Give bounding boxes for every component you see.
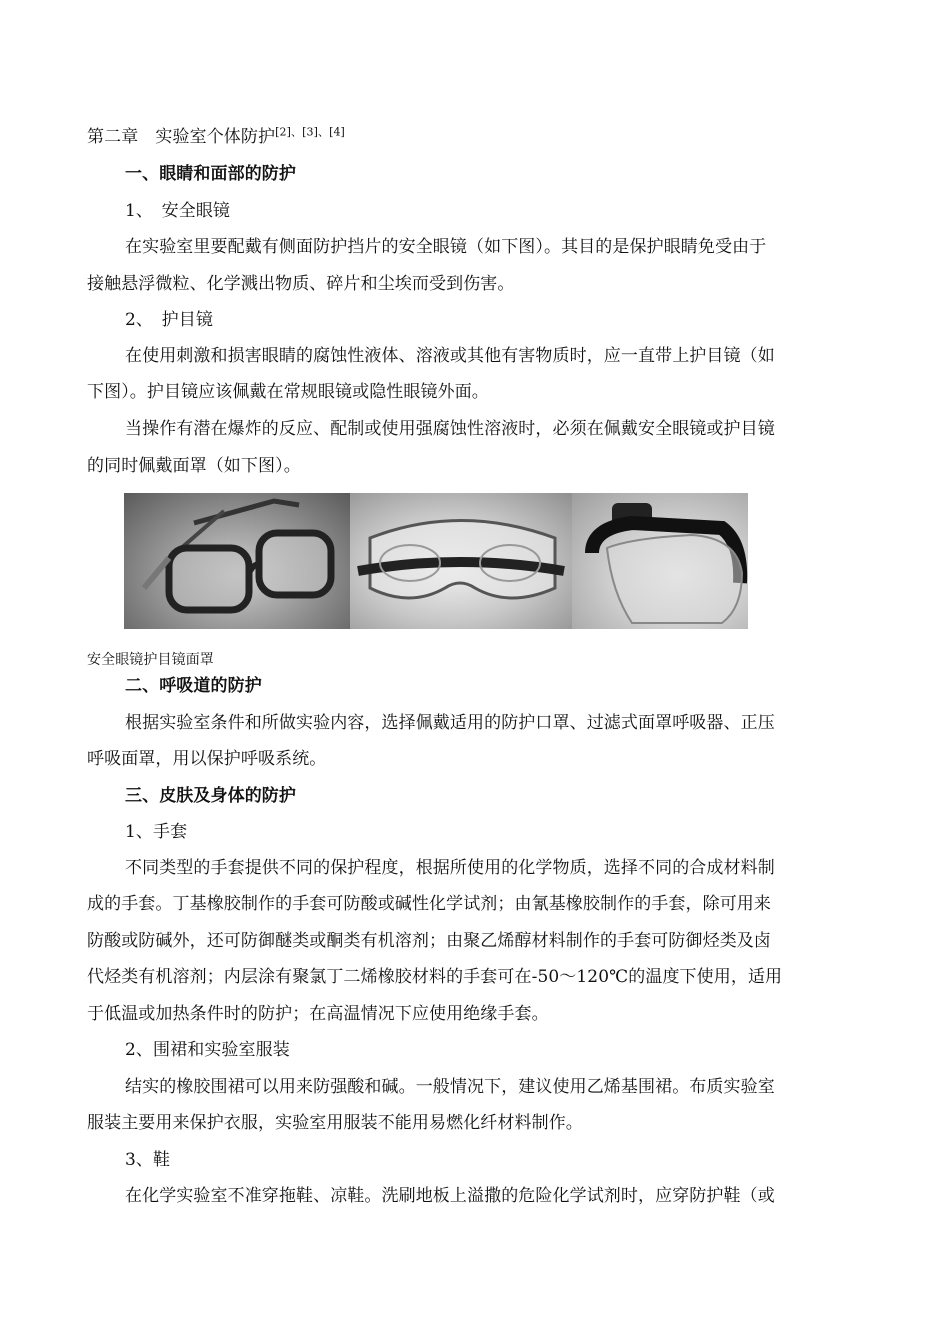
chapter-title: 第二章 实验室个体防护[2]、[3]、[4]	[87, 125, 345, 147]
paragraph-line: 结实的橡胶围裙可以用来防强酸和碱。一般情况下，建议使用乙烯基围裙。布质实验室	[125, 1077, 775, 1097]
paragraph-line: 于低温或加热条件时的防护；在高温情况下应使用绝缘手套。	[87, 1004, 549, 1024]
safety-glasses-photo	[124, 493, 350, 629]
goggles-illustration	[350, 493, 572, 629]
paragraph-line: 接触悬浮微粒、化学溅出物质、碎片和尘埃而受到伤害。	[87, 274, 515, 294]
section-heading-skin-body: 三、皮肤及身体的防护	[125, 786, 296, 806]
paragraph-line: 防酸或防碱外，还可防御醚类或酮类有机溶剂；由聚乙烯醇材料制作的手套可防御烃类及卤	[87, 931, 771, 951]
section-heading-respiratory: 二、呼吸道的防护	[125, 676, 262, 696]
protective-eyewear-photos	[124, 493, 748, 629]
paragraph-line: 不同类型的手套提供不同的保护程度，根据所使用的化学物质，选择不同的合成材料制	[125, 858, 775, 878]
subheading-safety-glasses: 1、 安全眼镜	[125, 201, 231, 221]
paragraph-line: 代烃类有机溶剂；内层涂有聚氯丁二烯橡胶材料的手套可在-50～120℃的温度下使用，适用	[87, 967, 783, 987]
paragraph-line: 在实验室里要配戴有侧面防护挡片的安全眼镜（如下图）。其目的是保护眼睛免受由于	[125, 237, 767, 257]
paragraph-line: 当操作有潜在爆炸的反应、配制或使用强腐蚀性溶液时，必须在佩戴安全眼镜或护目镜	[125, 419, 775, 439]
face-shield-photo	[572, 493, 748, 629]
subheading-apron-clothing: 2、围裙和实验室服装	[125, 1040, 290, 1060]
section-heading-eye-face: 一、眼睛和面部的防护	[125, 164, 296, 184]
paragraph-line: 在使用刺激和损害眼睛的腐蚀性液体、溶液或其他有害物质时，应一直带上护目镜（如	[125, 346, 775, 366]
paragraph-line: 根据实验室条件和所做实验内容，选择佩戴适用的防护口罩、过滤式面罩呼吸器、正压	[125, 713, 775, 733]
subheading-gloves: 1、手套	[125, 822, 188, 842]
paragraph-line: 服装主要用来保护衣服，实验室用服装不能用易燃化纤材料制作。	[87, 1113, 583, 1133]
paragraph-line: 成的手套。丁基橡胶制作的手套可防酸或碱性化学试剂；由氰基橡胶制作的手套，除可用来	[87, 894, 771, 914]
paragraph-line: 的同时佩戴面罩（如下图）。	[87, 456, 301, 476]
paragraph-line: 在化学实验室不准穿拖鞋、凉鞋。洗刷地板上溢撒的危险化学试剂时，应穿防护鞋（或	[125, 1186, 775, 1206]
paragraph-line: 下图）。护目镜应该佩戴在常规眼镜或隐性眼镜外面。	[87, 382, 489, 402]
safety-glasses-illustration	[124, 493, 350, 629]
photo-caption: 安全眼镜护目镜面罩	[87, 652, 214, 668]
face-shield-illustration	[572, 493, 748, 629]
chapter-references: [2]、[3]、[4]	[275, 125, 345, 139]
paragraph-line: 呼吸面罩，用以保护呼吸系统。	[87, 749, 327, 769]
subheading-goggles: 2、 护目镜	[125, 310, 213, 330]
subheading-shoes: 3、鞋	[125, 1150, 171, 1170]
goggles-photo	[350, 493, 572, 629]
